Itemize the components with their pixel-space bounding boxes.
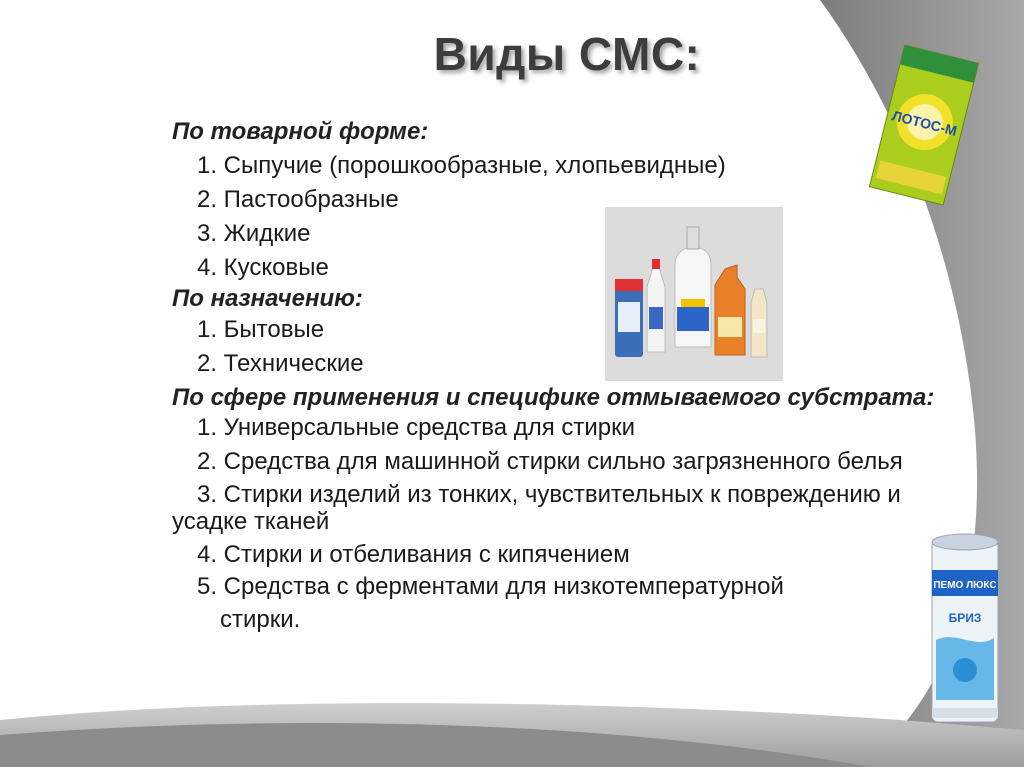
list-item: 3. Жидкие	[197, 220, 311, 247]
section-heading: По назначению:	[172, 285, 363, 312]
section-heading: По товарной форме:	[172, 118, 429, 145]
can-brand-text: ПЕМО ЛЮКС	[933, 580, 997, 591]
list-item: стирки.	[220, 606, 301, 633]
list-item: 4. Кусковые	[197, 254, 329, 281]
list-item: 3. Стирки изделий из тонких, чувствительных к повреждению и усадке тканей	[172, 481, 901, 535]
detergent-bottles-image	[605, 207, 783, 381]
list-item: 4. Стирки и отбеливания с кипячением	[197, 541, 630, 568]
section-heading: По сфере применения и специфике отмываемого субстрата:	[172, 384, 935, 411]
list-item: 2. Технические	[197, 350, 364, 377]
detergent-box-image	[868, 40, 980, 210]
box-brand-text: ЛОТОС-М	[890, 107, 959, 139]
slide-content	[172, 118, 962, 638]
list-item: 5. Средства с ферментами для низкотемпературной	[197, 573, 784, 600]
list-item: 2. Средства для машинной стирки сильно загрязненного белья	[197, 448, 903, 475]
slide-title: Виды СМС:	[433, 28, 701, 80]
list-item: 1. Бытовые	[197, 316, 325, 343]
detergent-can-image	[928, 530, 1002, 730]
list-item: 1. Универсальные средства для стирки	[197, 414, 636, 441]
can-subtitle-text: БРИЗ	[948, 611, 982, 625]
list-item: 2. Пастообразные	[197, 186, 399, 213]
list-item: 1. Сыпучие (порошкообразные, хлопьевидные)	[197, 152, 726, 179]
